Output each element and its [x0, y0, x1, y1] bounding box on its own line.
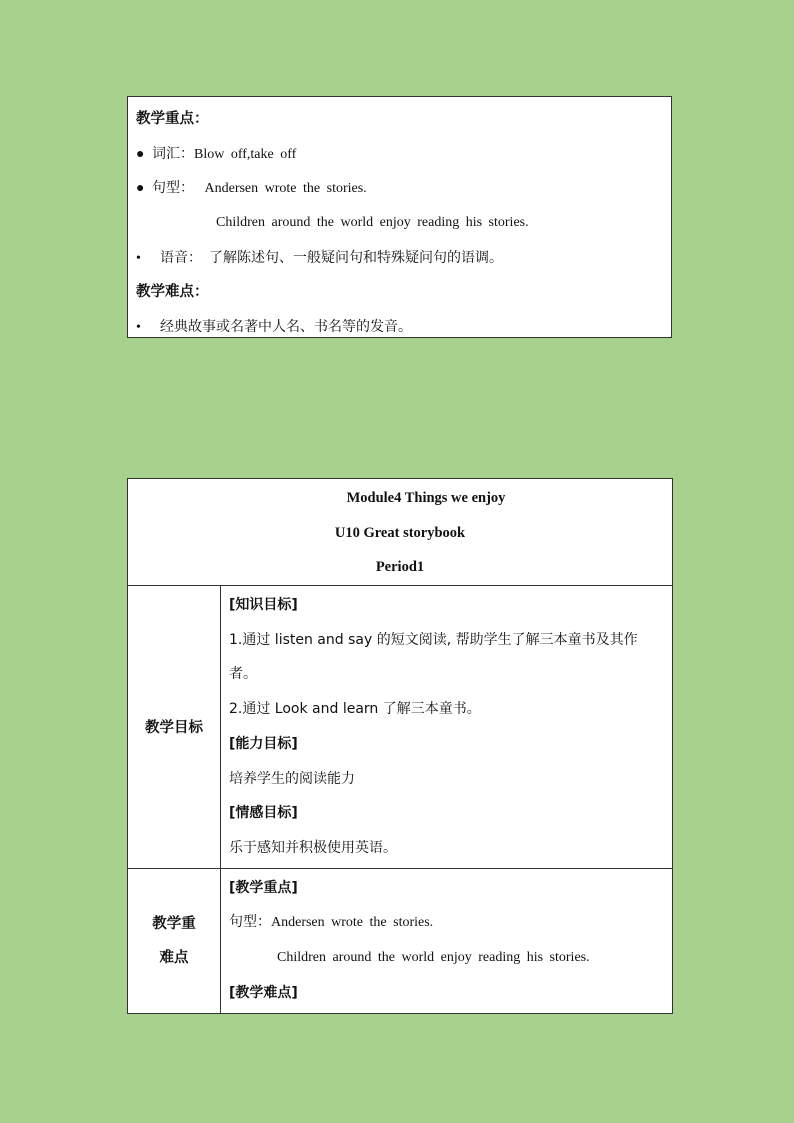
keypoints-label [128, 868, 221, 1013]
difficulty-value: 经典故事或名著中人名、书名等的发音。 [160, 319, 412, 336]
pattern-row [229, 905, 666, 941]
bullet-icon: • [136, 320, 141, 336]
bullet-icon: ● [136, 146, 145, 162]
phonetics-value: 了解陈述句、一般疑问句和特殊疑问句的语调。 [209, 249, 503, 266]
knowledge-item-1b: 者。 [229, 666, 257, 683]
ability-heading: [能力目标] [229, 735, 298, 752]
pattern-line2: Children around the world enjoy reading his stories. [216, 215, 529, 231]
objectives-label: 教学目标 [128, 586, 221, 869]
vocab-line [136, 137, 671, 172]
keypoints-label-2: 难点 [159, 949, 189, 966]
emotion-heading: [情感目标] [229, 805, 298, 822]
pattern-row-2 [229, 941, 666, 976]
emotion-text: 乐于感知并积极使用英语。 [229, 839, 397, 856]
pattern-line1: Andersen wrote the stories. [271, 915, 434, 931]
keypoints-content [221, 868, 673, 1013]
bullet-icon: ● [136, 181, 145, 197]
lesson-plan-table [127, 478, 673, 1014]
period-title: Period1 [375, 559, 425, 576]
teach-difficulty-heading: [教学难点] [229, 984, 298, 1001]
keypoints-label-1: 教学重 [152, 915, 196, 932]
title-row [128, 479, 673, 586]
pattern-label: 句型： [229, 914, 271, 931]
difficulty-line [136, 310, 671, 345]
objectives-content [221, 586, 673, 869]
focus-heading: 教学重点： [136, 111, 209, 127]
title-cell [128, 479, 673, 586]
phonetics-label: 语音： [160, 249, 202, 266]
phonetics-line [136, 241, 671, 276]
objectives-row [128, 586, 673, 869]
teaching-focus-box [127, 96, 672, 338]
knowledge-item-2: 2.通过 Look and learn 了解三本童书。 [229, 701, 481, 718]
pattern-label: 句型： [152, 180, 194, 197]
teach-focus-heading: [教学重点] [229, 879, 298, 896]
module-title: Module4 Things we enjoy [346, 490, 506, 506]
ability-text: 培养学生的阅读能力 [229, 770, 355, 787]
knowledge-item-1a: 1.通过 listen and say 的短文阅读, 帮助学生了解三本童书及其作 [229, 631, 638, 648]
bullet-icon: • [136, 250, 141, 266]
pattern-line1: Andersen wrote the stories. [204, 181, 367, 197]
vocab-value: Blow off,take off [194, 146, 297, 162]
unit-title: U10 Great storybook [334, 524, 466, 541]
pattern-line2: Children around the world enjoy reading his stories. [277, 950, 590, 966]
vocab-label: 词汇： [152, 145, 194, 162]
pattern-line2-row [136, 206, 671, 241]
keypoints-row [128, 868, 673, 1013]
difficulty-heading: 教学难点： [136, 284, 209, 301]
knowledge-heading: [知识目标] [229, 597, 298, 614]
pattern-line [136, 171, 671, 206]
